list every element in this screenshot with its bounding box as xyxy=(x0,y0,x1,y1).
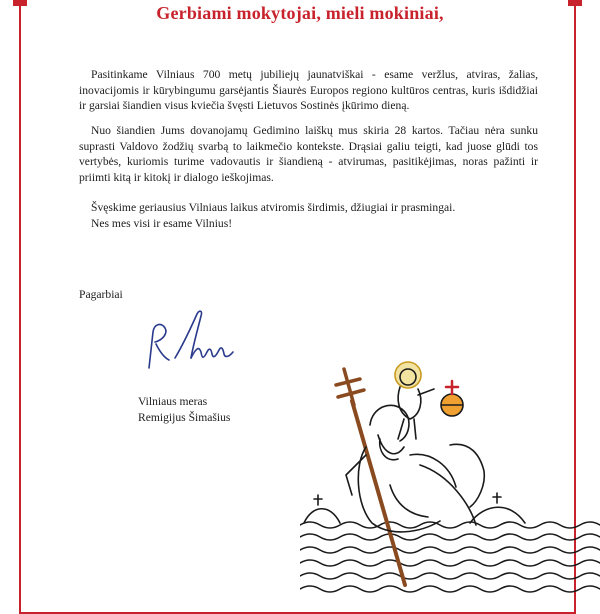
paragraph-2-text: Nuo šiandien Jums dovanojamų Gedimino laiškų mus skiria 28 kartos. Tačiau nėra sunku suprasti Valdovo žodžių svarbą to laikmečio kontekste. Drąsiai galiu teigti, kad juose glūdi tos vertybės, kuriomis turime vadovautis ir šiandieną - atvirumas, pasitikėjimas, noras pažinti ir priimti kitą ir kitokį ir dialogo ieškojimas. xyxy=(79,124,538,184)
handwritten-signature-icon xyxy=(141,302,251,377)
paragraph-3-line-1: Švęskime geriausius Vilniaus laikus atviromis širdimis, džiugiai ir prasmingai. xyxy=(91,201,456,214)
paragraph-3 xyxy=(79,200,538,231)
paragraph-1 xyxy=(79,67,538,114)
paragraph-2 xyxy=(79,123,538,185)
paragraph-1-text: Pasitinkame Vilniaus 700 metų jubiliejų jaunatviškai - esame veržlus, atviras, žalias, inovacijomis ir kūrybingumu garsėjantis Šiaurės Europos regiono kultūros centras, kuris išdidžiai ir garsiai šiandien visus kviečia švęsti Lietuvos Sostinės įkūrimo dieną. xyxy=(79,68,538,113)
saint-christopher-illustration-icon xyxy=(300,355,600,600)
signatory-name: Remigijus Šimašius xyxy=(138,411,231,424)
paragraph-3-line-2: Nes mes visi ir esame Vilnius! xyxy=(91,216,233,230)
signatory-title: Vilniaus meras xyxy=(138,395,208,408)
letter-title: Gerbiami mokytojai, mieli mokiniai, xyxy=(156,3,444,23)
closing-text: Pagarbiai xyxy=(79,288,123,301)
